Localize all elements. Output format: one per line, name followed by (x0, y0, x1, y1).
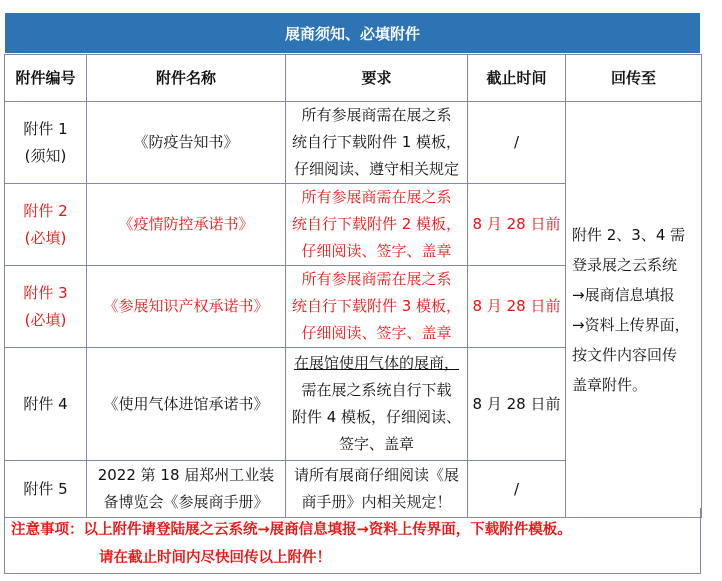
attachment-name: 《参展知识产权承诺书》 (87, 266, 286, 348)
attachment-name: 《疫情防控承诺书》 (87, 184, 286, 266)
attachment-deadline: 8 月 28 日前 (468, 266, 566, 348)
attachment-id: 附件 4 (5, 348, 87, 461)
header-requirement: 要求 (286, 55, 468, 102)
attachment-id: 附件 5 (5, 461, 87, 518)
attachment-deadline: / (468, 461, 566, 518)
header-name: 附件名称 (87, 55, 286, 102)
header-reply-to: 回传至 (566, 55, 702, 102)
attachment-requirement: 所有参展商需在展之系 统自行下载附件 1 模板， 仔细阅读、遵守相关规定 (286, 102, 468, 184)
attachment-requirement: 请所有展商仔细阅读《展 商手册》内相关规定！ (286, 461, 468, 518)
header-id: 附件编号 (5, 55, 87, 102)
attachment-id: 附件 3 (必填) (5, 266, 87, 348)
table-row (5, 102, 702, 184)
attachment-name: 2022 第 18 届郑州工业装 备博览会《参展商手册》 (87, 461, 286, 518)
attachment-id: 附件 1 (须知) (5, 102, 87, 184)
attachment-name: 《防疫告知书》 (87, 102, 286, 184)
attachment-deadline: 8 月 28 日前 (468, 184, 566, 266)
attachment-name: 《使用气体进馆承诺书》 (87, 348, 286, 461)
notice-line-1: 注意事项：以上附件请登陆展之云系统→展商信息填报→资料上传界面，下载附件模板。 (11, 522, 572, 538)
attachment-id: 附件 2 (必填) (5, 184, 87, 266)
reply-to-instructions: 附件 2、3、4 需 登录展之云系统 →展商信息填报 →资料上传界面， 按文件内容回传 盖章附件。 (566, 102, 702, 518)
attachment-requirement: 所有参展商需在展之系 统自行下载附件 3 模板， 仔细阅读、签字、盖章 (286, 266, 468, 348)
attachment-requirement: 在展馆使用气体的展商， 需在展之系统自行下载 附件 4 模板，仔细阅读、 签字、盖章 (286, 348, 468, 461)
attachment-deadline: / (468, 102, 566, 184)
attachment-deadline: 8 月 28 日前 (468, 348, 566, 461)
header-deadline: 截止时间 (468, 55, 566, 102)
notice-footer (4, 508, 701, 574)
header-row (5, 55, 702, 102)
attachment-requirement: 所有参展商需在展之系 统自行下载附件 2 模板， 仔细阅读、签字、盖章 (286, 184, 468, 266)
table-title: 展商须知、必填附件 (4, 12, 701, 54)
notice-line-2: 请在截止时间内尽快回传以上附件！ (99, 550, 331, 566)
attachments-table (4, 54, 702, 518)
